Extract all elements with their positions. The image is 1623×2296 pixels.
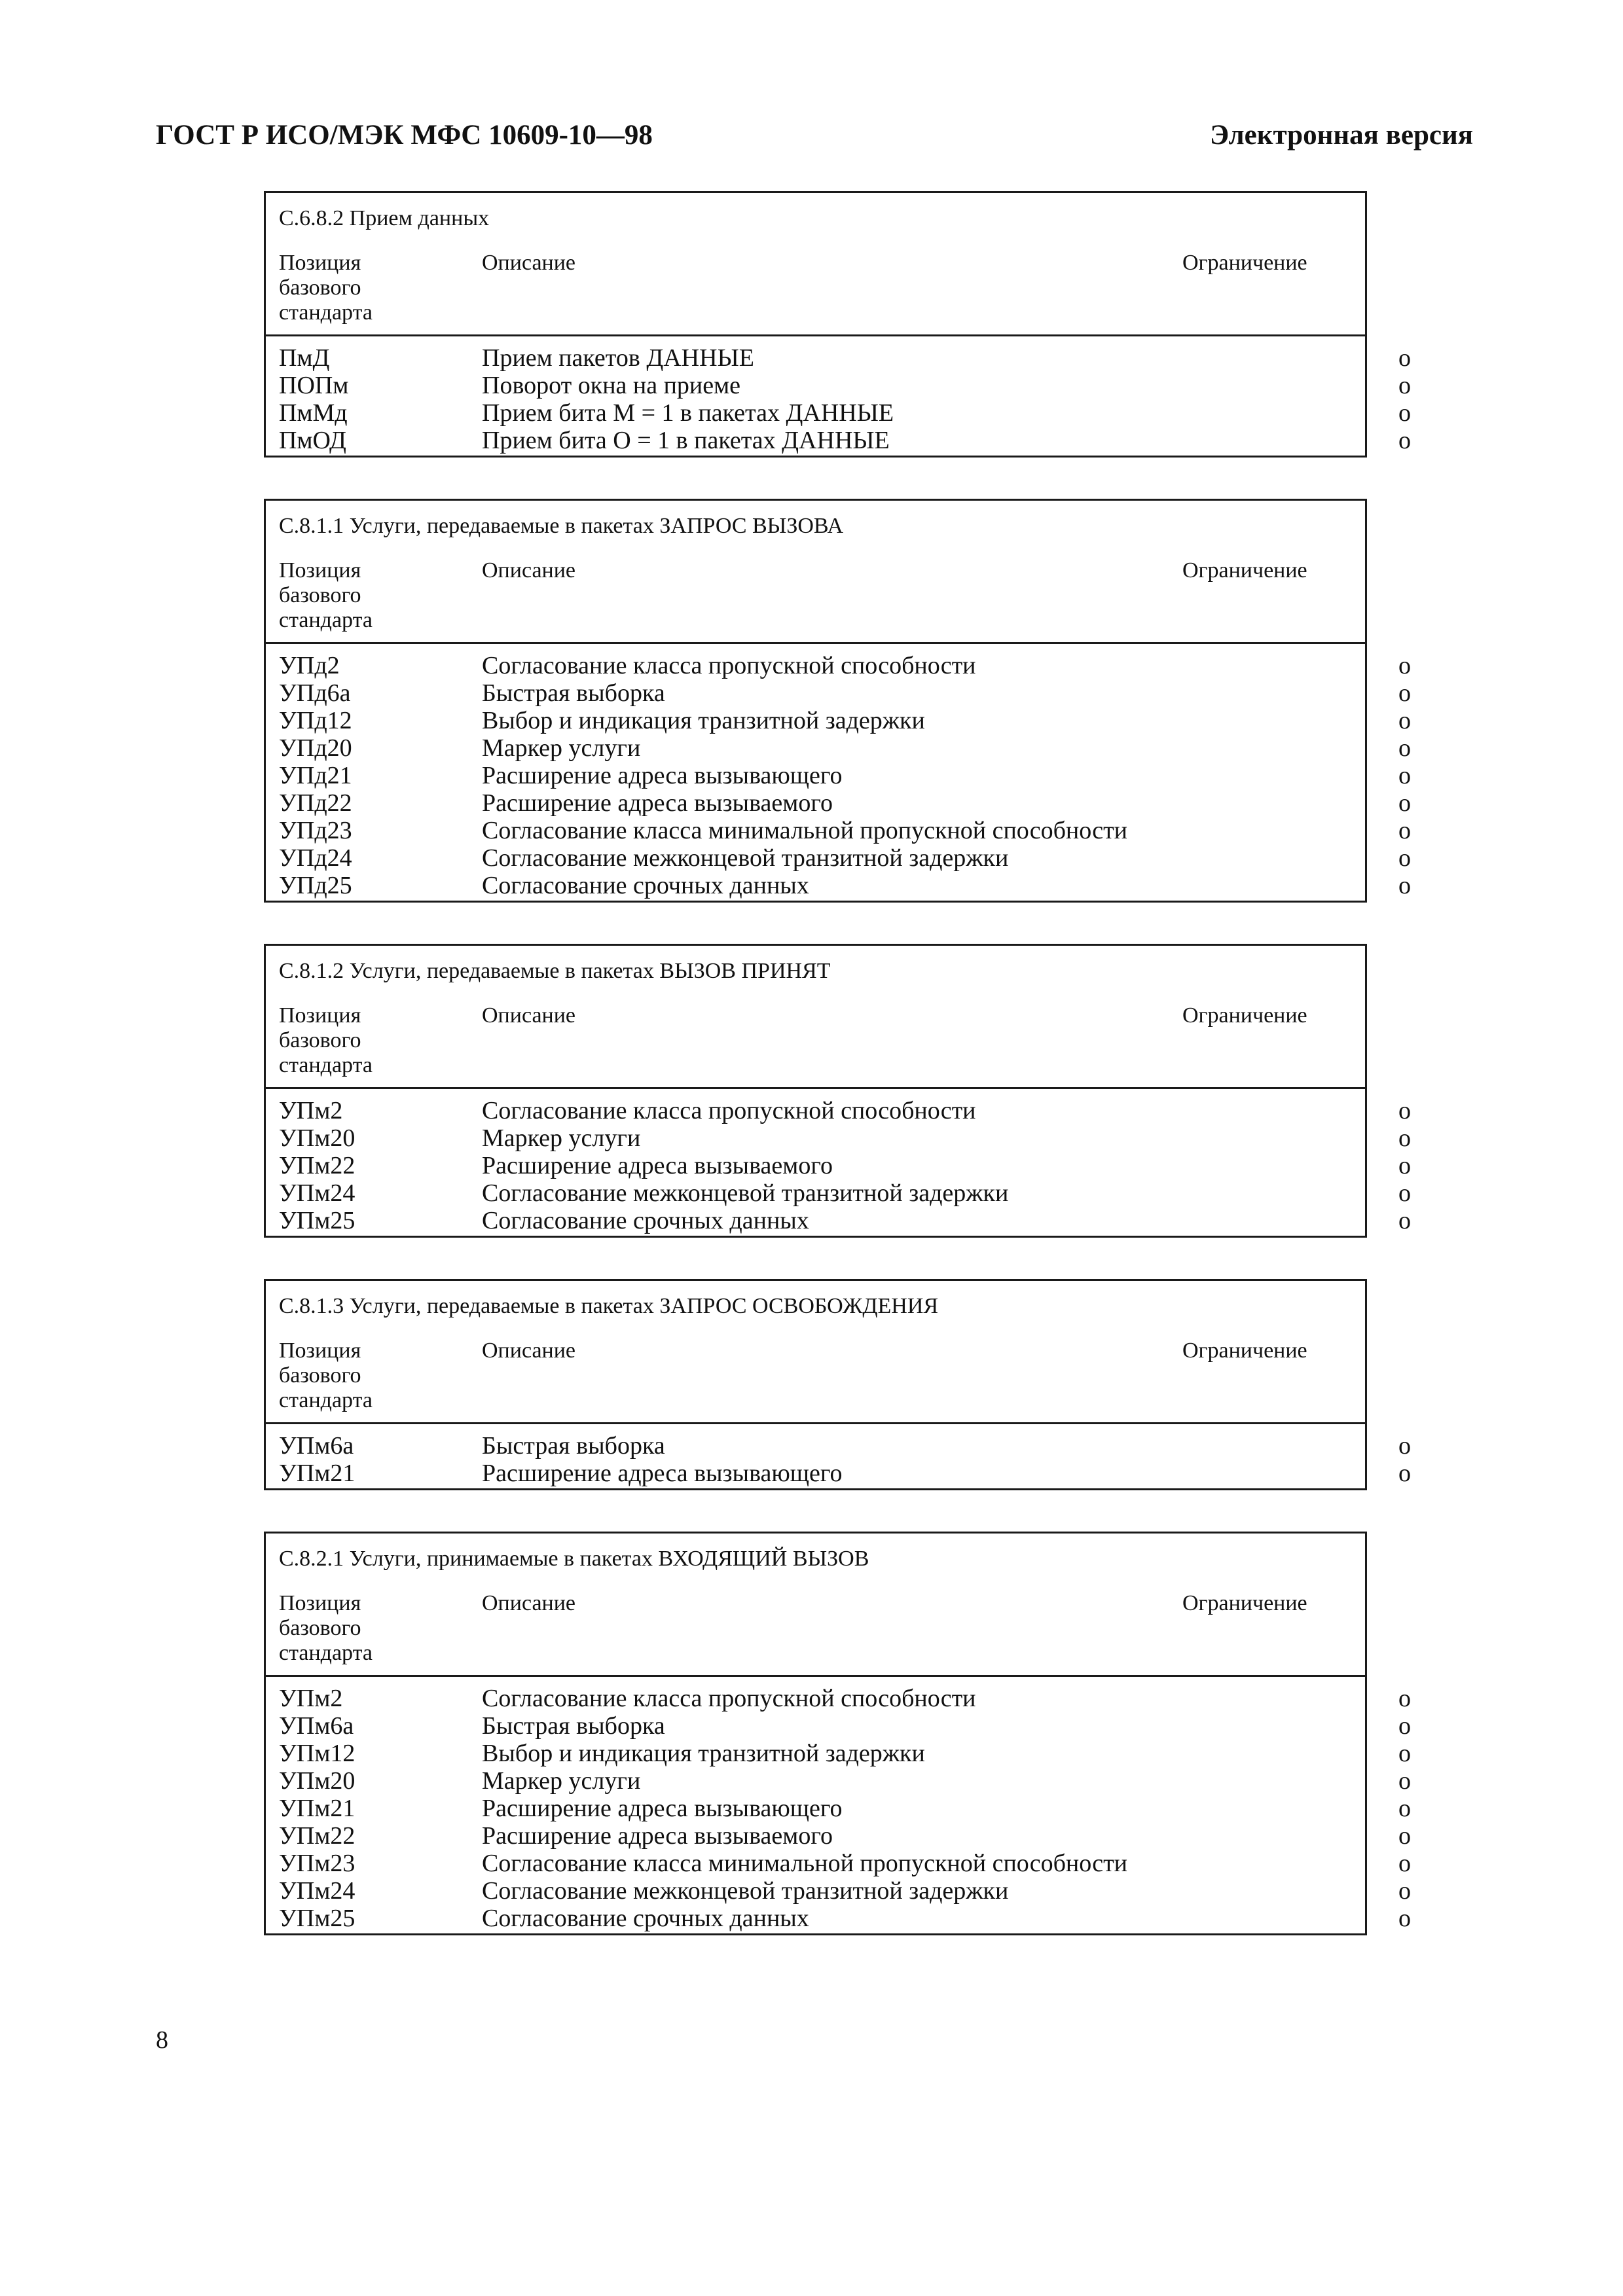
row-description: Быстрая выборка (482, 1432, 665, 1460)
row-restriction: o (1398, 789, 1411, 817)
row-position: УПм6а (279, 1432, 354, 1460)
row-position: УПм25 (279, 1905, 356, 1932)
document-header (156, 119, 1473, 151)
row-position: УПд25 (279, 872, 352, 899)
row-description: Быстрая выборка (482, 679, 665, 707)
column-header-position (279, 1338, 482, 1413)
row-restriction: o (1398, 844, 1411, 872)
row-restriction: o (1398, 1822, 1411, 1850)
row-restriction: o (1398, 734, 1411, 762)
row-position: УПм22 (279, 1822, 356, 1850)
page-number: 8 (156, 2026, 168, 2054)
column-header-restriction: Ограничение (1182, 1591, 1307, 1615)
row-position: УПм2 (279, 1097, 343, 1124)
table-header (266, 193, 1365, 336)
row-position: УПм6а (279, 1712, 354, 1740)
row-position: УПм21 (279, 1795, 356, 1822)
row-description: Расширение адреса вызываемого (482, 1152, 833, 1179)
table-row (279, 844, 1411, 872)
row-description: Расширение адреса вызывающего (482, 762, 843, 789)
table-title: C.8.1.1 Услуги, передаваемые в пакетах ЗАПРОС ВЫЗОВА (279, 514, 844, 538)
row-description: Прием пакетов ДАННЫЕ (482, 344, 754, 372)
row-description: Маркер услуги (482, 1767, 641, 1795)
table-row (279, 1097, 1411, 1124)
table-row (279, 872, 1411, 899)
column-headers (279, 1003, 1352, 1078)
row-restriction: o (1398, 1207, 1411, 1234)
row-restriction: o (1398, 344, 1411, 372)
row-description: Согласование срочных данных (482, 1905, 809, 1932)
table-row (279, 762, 1411, 789)
table-body (266, 336, 1411, 456)
row-description: Согласование межконцевой транзитной задержки (482, 844, 1009, 872)
column-header-restriction: Ограничение (1182, 1003, 1307, 1028)
row-description: Быстрая выборка (482, 1712, 665, 1740)
tables-container (264, 191, 1411, 1977)
row-position: УПм23 (279, 1850, 356, 1877)
table-title: C.8.2.1 Услуги, принимаемые в пакетах ВХОДЯЩИЙ ВЫЗОВ (279, 1547, 869, 1571)
table-row (279, 817, 1411, 844)
table-row (279, 1432, 1411, 1460)
row-restriction: o (1398, 872, 1411, 899)
row-position: УПм24 (279, 1877, 356, 1905)
position-label: Позиция базового стандарта (279, 1003, 373, 1077)
column-header-position (279, 558, 482, 633)
table-row (279, 734, 1411, 762)
column-header-description: Описание (482, 1003, 576, 1028)
column-header-description: Описание (482, 1591, 576, 1615)
position-label: Позиция базового стандарта (279, 251, 373, 325)
column-header-position (279, 1003, 482, 1078)
column-header-position (279, 1591, 482, 1666)
version-label: Электронная версия (1209, 120, 1473, 151)
row-restriction: o (1398, 399, 1411, 427)
row-restriction: o (1398, 1152, 1411, 1179)
table-row (279, 1822, 1411, 1850)
row-restriction: o (1398, 1124, 1411, 1152)
row-description: Согласование межконцевой транзитной задержки (482, 1179, 1009, 1207)
row-restriction: o (1398, 427, 1411, 454)
table-row (279, 1740, 1411, 1767)
table-row (279, 399, 1411, 427)
table-body (266, 1089, 1411, 1236)
row-restriction: o (1398, 1432, 1411, 1460)
row-description: Выбор и индикация транзитной задержки (482, 707, 925, 734)
row-description: Расширение адреса вызываемого (482, 789, 833, 817)
row-position: УПд2 (279, 652, 340, 679)
column-header-description: Описание (482, 1338, 576, 1363)
row-description: Выбор и индикация транзитной задержки (482, 1740, 925, 1767)
row-restriction: o (1398, 1795, 1411, 1822)
row-position: УПд12 (279, 707, 352, 734)
row-position: УПм2 (279, 1685, 343, 1712)
column-headers (279, 1591, 1352, 1666)
spec-table (264, 499, 1411, 903)
spec-table (264, 191, 1411, 457)
table-row (279, 372, 1411, 399)
row-description: Согласование класса пропускной способности (482, 1685, 976, 1712)
table-row (279, 1877, 1411, 1905)
row-position: ПмОД (279, 427, 346, 454)
row-description: Расширение адреса вызываемого (482, 1822, 833, 1850)
table-row (279, 652, 1411, 679)
table-title: C.6.8.2 Прием данных (279, 206, 490, 230)
row-position: УПд23 (279, 817, 352, 844)
row-description: Маркер услуги (482, 1124, 641, 1152)
row-position: УПм25 (279, 1207, 356, 1234)
table-row (279, 1124, 1411, 1152)
row-restriction: o (1398, 1685, 1411, 1712)
column-header-description: Описание (482, 251, 576, 275)
row-position: УПм21 (279, 1460, 356, 1487)
row-position: УПм24 (279, 1179, 356, 1207)
row-description: Маркер услуги (482, 734, 641, 762)
column-headers (279, 1338, 1352, 1413)
row-position: УПд22 (279, 789, 352, 817)
row-restriction: o (1398, 1712, 1411, 1740)
column-headers (279, 251, 1352, 325)
table-row (279, 1905, 1411, 1932)
row-position: УПм20 (279, 1767, 356, 1795)
table-row (279, 707, 1411, 734)
spec-table (264, 1532, 1411, 1935)
row-position: ПОПм (279, 372, 349, 399)
row-restriction: o (1398, 652, 1411, 679)
row-restriction: o (1398, 372, 1411, 399)
table-header (266, 1534, 1365, 1677)
table-row (279, 789, 1411, 817)
row-description: Согласование класса минимальной пропускной способности (482, 817, 1128, 844)
row-description: Прием бита M = 1 в пакетах ДАННЫЕ (482, 399, 894, 427)
table-row (279, 1152, 1411, 1179)
spec-table (264, 1279, 1411, 1490)
table-body (266, 1677, 1411, 1933)
row-position: УПд21 (279, 762, 352, 789)
row-position: УПд20 (279, 734, 352, 762)
table-row (279, 1795, 1411, 1822)
column-headers (279, 558, 1352, 633)
spec-table (264, 944, 1411, 1238)
row-restriction: o (1398, 1097, 1411, 1124)
row-description: Согласование класса пропускной способности (482, 1097, 976, 1124)
row-restriction: o (1398, 1767, 1411, 1795)
position-label: Позиция базового стандарта (279, 1338, 373, 1412)
table-header (266, 946, 1365, 1089)
table-row (279, 1767, 1411, 1795)
row-description: Согласование класса минимальной пропускной способности (482, 1850, 1128, 1877)
table-header (266, 1281, 1365, 1424)
row-description: Согласование срочных данных (482, 872, 809, 899)
table-row (279, 344, 1411, 372)
row-description: Расширение адреса вызывающего (482, 1795, 843, 1822)
table-title: C.8.1.2 Услуги, передаваемые в пакетах ВЫЗОВ ПРИНЯТ (279, 959, 831, 983)
row-description: Согласование класса пропускной способности (482, 652, 976, 679)
position-label: Позиция базового стандарта (279, 1591, 373, 1665)
row-position: ПмД (279, 344, 330, 372)
table-title: C.8.1.3 Услуги, передаваемые в пакетах ЗАПРОС ОСВОБОЖДЕНИЯ (279, 1294, 939, 1318)
row-description: Расширение адреса вызывающего (482, 1460, 843, 1487)
row-description: Согласование срочных данных (482, 1207, 809, 1234)
row-restriction: o (1398, 679, 1411, 707)
document-code: ГОСТ Р ИСО/МЭК МФС 10609-10—98 (156, 120, 653, 151)
column-header-restriction: Ограничение (1182, 251, 1307, 275)
row-description: Согласование межконцевой транзитной задержки (482, 1877, 1009, 1905)
table-row (279, 679, 1411, 707)
row-restriction: o (1398, 1877, 1411, 1905)
row-restriction: o (1398, 1905, 1411, 1932)
table-row (279, 1460, 1411, 1487)
row-restriction: o (1398, 1460, 1411, 1487)
row-restriction: o (1398, 1179, 1411, 1207)
row-restriction: o (1398, 817, 1411, 844)
row-restriction: o (1398, 762, 1411, 789)
row-position: УПм20 (279, 1124, 356, 1152)
table-row (279, 1712, 1411, 1740)
row-position: УПм22 (279, 1152, 356, 1179)
row-position: УПд24 (279, 844, 352, 872)
row-description: Поворот окна на приеме (482, 372, 741, 399)
table-row (279, 1685, 1411, 1712)
column-header-restriction: Ограничение (1182, 558, 1307, 583)
row-description: Прием бита O = 1 в пакетах ДАННЫЕ (482, 427, 890, 454)
column-header-restriction: Ограничение (1182, 1338, 1307, 1363)
column-header-description: Описание (482, 558, 576, 583)
row-restriction: o (1398, 1740, 1411, 1767)
column-header-position (279, 251, 482, 325)
table-row (279, 427, 1411, 454)
row-restriction: o (1398, 1850, 1411, 1877)
table-row (279, 1179, 1411, 1207)
table-row (279, 1850, 1411, 1877)
position-label: Позиция базового стандарта (279, 558, 373, 632)
row-restriction: o (1398, 707, 1411, 734)
row-position: УПд6а (279, 679, 351, 707)
table-body (266, 1424, 1411, 1488)
table-body (266, 644, 1411, 901)
table-row (279, 1207, 1411, 1234)
table-header (266, 501, 1365, 644)
row-position: УПм12 (279, 1740, 356, 1767)
row-position: ПмМд (279, 399, 348, 427)
